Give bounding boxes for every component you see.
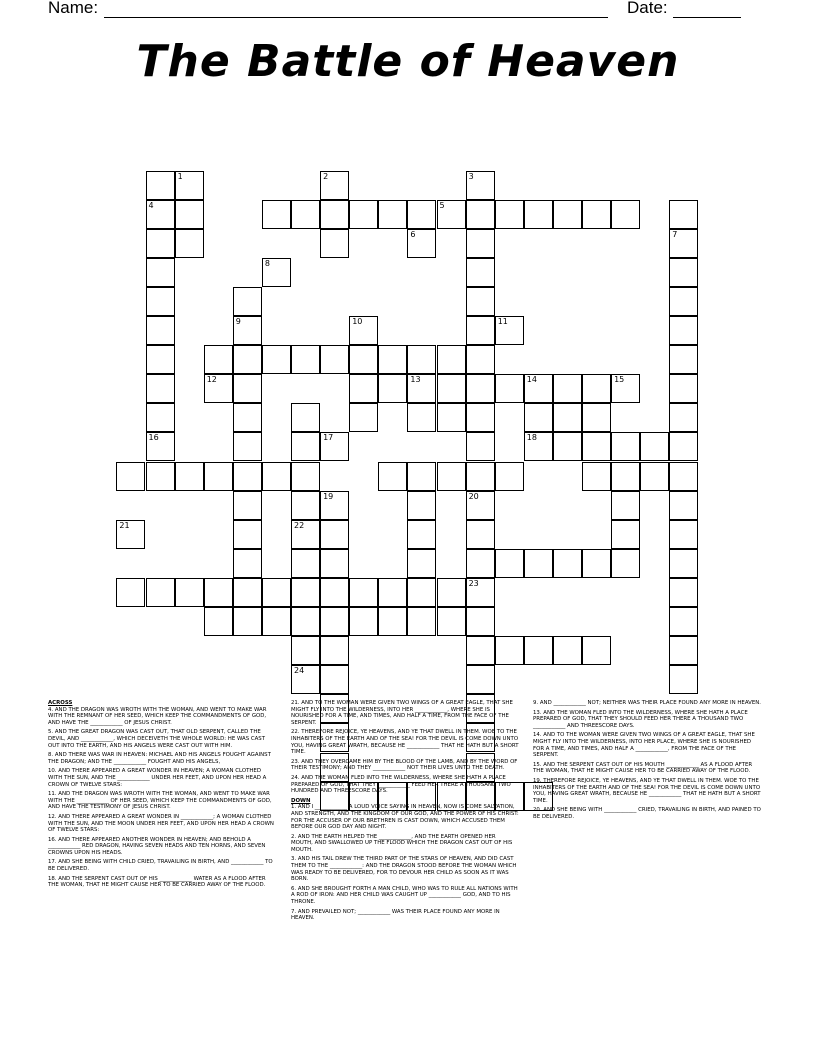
crossword-cell[interactable] <box>116 462 145 491</box>
clue-text: 5. AND THE GREAT DRAGON WAS CAST OUT, THAT OLD SERPENT, CALLED THE DEVIL, AND ____________, WHICH DECEIVETH THE WHOLE WORLD: HE WAS CAST OUT INTO THE EARTH, AND HIS ANGELS WERE CAST OUT WITH HIM. <box>48 729 266 749</box>
clue-number: 22 <box>294 520 305 530</box>
clue-section-heading: DOWN <box>291 797 311 804</box>
crossword-cell[interactable] <box>640 432 669 461</box>
crossword-cell[interactable] <box>233 462 262 491</box>
clue-text: 10. AND THERE APPEARED A GREAT WONDER IN HEAVEN; A WOMAN CLOTHED WITH THE SUN, AND THE ____________ UNDER HER FEET, AND UPON HER HEAD A CROWN OF TWELVE STARS: <box>48 768 267 788</box>
crossword-cell[interactable] <box>466 462 495 491</box>
crossword-cell[interactable] <box>582 374 611 403</box>
crossword-cell[interactable] <box>262 607 291 636</box>
crossword-cell[interactable] <box>669 287 698 316</box>
crossword-cell[interactable] <box>669 462 698 491</box>
crossword-cell[interactable] <box>524 549 553 578</box>
crossword-cell[interactable] <box>262 578 291 607</box>
clue-number: 18 <box>526 433 537 443</box>
crossword-cell[interactable] <box>233 316 262 345</box>
crossword-cell[interactable] <box>669 316 698 345</box>
crossword-cell[interactable] <box>349 316 378 345</box>
crossword-cell[interactable] <box>437 578 466 607</box>
crossword-cell[interactable] <box>233 491 262 520</box>
clue-text: 23. AND THEY OVERCAME HIM BY THE BLOOD OF THE LAMB, AND BY THE WORD OF THEIR TESTIMONY; AND THEY ____________ NOT THEIR LIVES UNTO THE DEATH. <box>291 758 518 772</box>
crossword-cell[interactable] <box>582 403 611 432</box>
crossword-cell[interactable] <box>582 636 611 665</box>
crossword-cell[interactable] <box>262 200 291 229</box>
crossword-cell[interactable] <box>669 229 698 258</box>
crossword-cell[interactable] <box>116 578 145 607</box>
crossword-cell[interactable] <box>146 258 175 287</box>
crossword-cell[interactable] <box>407 403 436 432</box>
clue-number: 23 <box>468 578 479 588</box>
clues-column-1 <box>48 700 276 892</box>
crossword-cell[interactable] <box>669 636 698 665</box>
crossword-cell[interactable] <box>553 374 582 403</box>
clue-text: 7. AND PREVAILED NOT; ____________ WAS THEIR PLACE FOUND ANY MORE IN HEAVEN. <box>291 908 500 922</box>
crossword-cell[interactable] <box>320 345 349 374</box>
crossword-cell[interactable] <box>437 200 466 229</box>
clue-text: 6. AND SHE BROUGHT FORTH A MAN CHILD, WHO WAS TO RULE ALL NATIONS WITH A ROD OF IRON: AND HER CHILD WAS CAUGHT UP ____________ GOD, AND TO HIS THRONE. <box>291 885 518 906</box>
crossword-cell[interactable] <box>175 200 204 229</box>
crossword-cell[interactable] <box>495 374 524 403</box>
crossword-cell[interactable] <box>466 258 495 287</box>
clue-number: 4 <box>148 200 154 210</box>
clue-number: 14 <box>526 375 537 385</box>
crossword-cell[interactable] <box>524 374 553 403</box>
clue-text: 19. THEREFORE REJOICE, YE HEAVENS, AND YE THAT DWELL IN THEM. WOE TO THE INHABITERS OF THE EARTH AND OF THE SEA! FOR THE DEVIL IS COME DOWN UNTO YOU, HAVING GREAT WRATH, BECAUSE HE ____________ THAT HE HATH BUT A SHORT TIME. <box>533 777 761 804</box>
crossword-cell[interactable] <box>437 345 466 374</box>
crossword-cell[interactable] <box>553 200 582 229</box>
crossword-cell[interactable] <box>640 462 669 491</box>
clues-column-2 <box>291 700 519 925</box>
crossword-cell[interactable] <box>175 171 204 200</box>
clue-text: 22. THEREFORE REJOICE, YE HEAVENS, AND YE THAT DWELL IN THEM. WOE TO THE INHABITERS OF THE EARTH AND OF THE SEA! FOR THE DEVIL IS COME DOWN UNTO YOU, HAVING GREAT WRATH, BECAUSE HE ____________ THAT HE HATH BUT A SHORT TIME. <box>291 729 519 756</box>
crossword-cell[interactable] <box>349 374 378 403</box>
crossword-cell[interactable] <box>466 636 495 665</box>
crossword-cell[interactable] <box>669 258 698 287</box>
clue-text: 9. AND ____________ NOT; NEITHER WAS THEIR PLACE FOUND ANY MORE IN HEAVEN. <box>533 700 761 706</box>
clue-text: 4. AND THE DRAGON WAS WROTH WITH THE WOMAN, AND WENT TO MAKE WAR WITH THE REMNANT OF HER SEED, WHICH KEEP THE COMMANDMENTS OF GOD, AND HAVE THE ____________ OF JESUS CHRIST. <box>48 706 267 726</box>
crossword-cell[interactable] <box>233 345 262 374</box>
crossword-cell[interactable] <box>146 229 175 258</box>
crossword-cell[interactable] <box>495 462 524 491</box>
crossword-cell[interactable] <box>320 200 349 229</box>
clue-number: 9 <box>235 317 241 326</box>
crossword-cell[interactable] <box>378 374 407 403</box>
clue-number: 17 <box>323 433 334 443</box>
crossword-cell[interactable] <box>524 432 553 461</box>
crossword-cell[interactable] <box>669 345 698 374</box>
clue-number: 16 <box>148 433 159 443</box>
crossword-cell[interactable] <box>437 462 466 491</box>
crossword-cell[interactable] <box>495 636 524 665</box>
crossword-cell[interactable] <box>291 432 320 461</box>
crossword-cell[interactable] <box>291 520 320 549</box>
crossword-cell[interactable] <box>669 607 698 636</box>
crossword-cell[interactable] <box>291 549 320 578</box>
crossword-cell[interactable] <box>320 171 349 200</box>
clue-number: 15 <box>614 375 625 385</box>
clue-text: 3. AND HIS TAIL DREW THE THIRD PART OF THE STARS OF HEAVEN, AND DID CAST THEM TO THE ____________: AND THE DRAGON STOOD BEFORE THE WOMAN WHICH WAS READY TO BE DELIVERED, FOR TO DEVOUR HER CHILD AS SOON AS IT WAS BORN. <box>291 856 517 883</box>
crossword-cell[interactable] <box>407 462 436 491</box>
crossword-cell[interactable] <box>146 287 175 316</box>
crossword-cell[interactable] <box>146 316 175 345</box>
page-title: The Battle of Heaven <box>136 36 680 87</box>
clue-text: 21. AND TO THE WOMAN WERE GIVEN TWO WINGS OF A GREAT EAGLE, THAT SHE MIGHT FLY INTO THE WILDERNESS, INTO HER ____________, WHERE SHE IS NOURISHED FOR A TIME, AND TIMES, AND HALF A TIME, FROM THE FACE OF THE SERPENT. <box>291 700 513 726</box>
clue-number: 13 <box>410 375 421 385</box>
crossword-cell[interactable] <box>466 491 495 520</box>
crossword-cell[interactable] <box>553 636 582 665</box>
crossword-cell[interactable] <box>407 229 436 258</box>
clue-number: 7 <box>672 229 678 239</box>
crossword-cell[interactable] <box>582 549 611 578</box>
crossword-cell[interactable] <box>320 636 349 665</box>
crossword-cell[interactable] <box>466 171 495 200</box>
crossword-cell[interactable] <box>669 549 698 578</box>
crossword-cell[interactable] <box>524 636 553 665</box>
crossword-cell[interactable] <box>175 229 204 258</box>
clue-number: 1 <box>177 171 183 181</box>
crossword-cell[interactable] <box>146 403 175 432</box>
clue-number: 11 <box>497 317 508 326</box>
crossword-cell[interactable] <box>524 200 553 229</box>
crossword-cell[interactable] <box>233 403 262 432</box>
crossword-cell[interactable] <box>146 200 175 229</box>
crossword-cell[interactable] <box>466 578 495 607</box>
crossword-cell[interactable] <box>262 345 291 374</box>
crossword-cell[interactable] <box>495 316 524 345</box>
crossword-cell[interactable] <box>611 462 640 491</box>
name-label: Name: <box>48 0 99 17</box>
crossword-cell[interactable] <box>669 200 698 229</box>
crossword-cell[interactable] <box>320 578 349 607</box>
clue-text: 12. AND THERE APPEARED A GREAT WONDER IN ____________; A WOMAN CLOTHED WITH THE SUN, AND THE MOON UNDER HER FEET, AND UPON HER HEAD A CROWN OF TWELVE STARS: <box>48 813 274 834</box>
crossword-cell[interactable] <box>291 607 320 636</box>
crossword-cell[interactable] <box>466 432 495 461</box>
crossword-cell[interactable] <box>291 665 320 694</box>
crossword-cell[interactable] <box>349 578 378 607</box>
clue-text: 1. AND I ____________ A LOUD VOICE SAYING IN HEAVEN, NOW IS COME SALVATION, AND STRENGTH, AND THE KINGDOM OF OUR GOD, AND THE POWER OF HIS CHRIST: FOR THE ACCUSER OF OUR BRETHREN IS CAST DOWN, WHICH ACCUSED THEM BEFORE OUR GOD DAY AND NIGHT. <box>291 804 519 831</box>
crossword-cell[interactable] <box>669 578 698 607</box>
crossword-cell[interactable] <box>175 578 204 607</box>
crossword-cell[interactable] <box>233 607 262 636</box>
crossword-cell[interactable] <box>582 200 611 229</box>
clue-number: 24 <box>294 666 305 676</box>
clue-number: 10 <box>352 317 363 326</box>
crossword-cell[interactable] <box>146 462 175 491</box>
clue-text: 15. AND THE SERPENT CAST OUT OF HIS MOUTH ____________ AS A FLOOD AFTER THE WOMAN, THAT HE MIGHT CAUSE HER TO BE CARRIED AWAY OF THE FLOOD. <box>533 761 753 775</box>
clue-number: 5 <box>439 200 445 210</box>
crossword-cell[interactable] <box>204 345 233 374</box>
clue-number: 6 <box>410 229 416 239</box>
clue-text: 24. AND THE WOMAN FLED INTO THE WILDERNESS, WHERE SHE HATH A PLACE PREPARED OF GOD, THAT THEY ____________ FEED HER THERE A THOUSAND TWO HUNDRED AND THREESCORE DAYS. <box>291 774 511 795</box>
crossword-cell[interactable] <box>146 345 175 374</box>
crossword-cell[interactable] <box>437 374 466 403</box>
crossword-cell[interactable] <box>291 578 320 607</box>
crossword-cell[interactable] <box>204 578 233 607</box>
crossword-cell[interactable] <box>466 374 495 403</box>
crossword-cell[interactable] <box>291 491 320 520</box>
crossword-cell[interactable] <box>146 171 175 200</box>
clue-text: 8. AND THERE WAS WAR IN HEAVEN: MICHAEL AND HIS ANGELS FOUGHT AGAINST THE DRAGON; AND THE ____________ FOUGHT AND HIS ANGELS, <box>48 752 271 765</box>
crossword-cell[interactable] <box>553 432 582 461</box>
crossword-cell[interactable] <box>524 403 553 432</box>
crossword-cell[interactable] <box>611 549 640 578</box>
crossword-cell[interactable] <box>320 491 349 520</box>
crossword-cell[interactable] <box>349 607 378 636</box>
clues-column-3 <box>533 700 761 824</box>
crossword-cell[interactable] <box>233 287 262 316</box>
crossword-cell[interactable] <box>349 200 378 229</box>
crossword-cell[interactable] <box>204 374 233 403</box>
crossword-cell[interactable] <box>407 520 436 549</box>
clue-number: 21 <box>119 520 130 530</box>
crossword-cell[interactable] <box>233 578 262 607</box>
crossword-cell[interactable] <box>611 491 640 520</box>
crossword-cell[interactable] <box>146 432 175 461</box>
crossword-cell[interactable] <box>437 403 466 432</box>
crossword-cell[interactable] <box>378 345 407 374</box>
crossword-cell[interactable] <box>204 607 233 636</box>
crossword-cell[interactable] <box>378 578 407 607</box>
crossword-cell[interactable] <box>291 462 320 491</box>
clue-number: 2 <box>323 171 329 181</box>
clue-text: 14. AND TO THE WOMAN WERE GIVEN TWO WINGS OF A GREAT EAGLE, THAT SHE MIGHT FLY INTO THE WILDERNESS, INTO HER PLACE, WHERE SHE IS NOURISHED FOR A TIME, AND TIMES, AND HALF A ____________, FROM THE FACE OF THE SERPENT. <box>533 732 755 759</box>
crossword-cell[interactable] <box>320 432 349 461</box>
crossword-cell[interactable] <box>495 549 524 578</box>
crossword-cell[interactable] <box>320 520 349 549</box>
clue-text: 17. AND SHE BEING WITH CHILD CRIED, TRAVAILING IN BIRTH, AND ____________ TO BE DELIVERED. <box>48 859 273 873</box>
crossword-cell[interactable] <box>262 258 291 287</box>
crossword-cell[interactable] <box>378 200 407 229</box>
clue-text: 20. AND SHE BEING WITH ____________ CRIED, TRAVAILING IN BIRTH, AND PAINED TO BE DELIVERED. <box>533 807 761 820</box>
crossword-cell[interactable] <box>407 607 436 636</box>
crossword-cell[interactable] <box>407 549 436 578</box>
crossword-cell[interactable] <box>611 432 640 461</box>
crossword-cell[interactable] <box>466 520 495 549</box>
crossword-cell[interactable] <box>611 200 640 229</box>
crossword-cell[interactable] <box>116 520 145 549</box>
crossword-cell[interactable] <box>407 345 436 374</box>
crossword-cell[interactable] <box>378 607 407 636</box>
crossword-cell[interactable] <box>669 374 698 403</box>
clue-text: 13. AND THE WOMAN FLED INTO THE WILDERNESS, WHERE SHE HATH A PLACE PREPARED OF GOD, THAT THEY SHOULD FEED HER THERE A THOUSAND TWO ____________ AND THREESCORE DAYS. <box>533 709 748 729</box>
clue-number: 12 <box>206 375 217 385</box>
crossword-cell[interactable] <box>553 549 582 578</box>
date-label: Date: <box>627 0 668 17</box>
clue-text: 16. AND THERE APPEARED ANOTHER WONDER IN HEAVEN; AND BEHOLD A ____________ RED DRAGON, HAVING SEVEN HEADS AND TEN HORNS, AND SEVEN CROWNS UPON HIS HEADS. <box>48 836 266 856</box>
clue-text: 18. AND THE SERPENT CAST OUT OF HIS ____________ WATER AS A FLOOD AFTER THE WOMAN, THAT HE MIGHT CAUSE HER TO BE CARRIED AWAY OF THE FLOOD. <box>48 875 266 889</box>
crossword-cell[interactable] <box>320 607 349 636</box>
crossword-cell[interactable] <box>582 432 611 461</box>
crossword-cell[interactable] <box>669 403 698 432</box>
crossword-cell[interactable] <box>407 200 436 229</box>
crossword-cell[interactable] <box>466 316 495 345</box>
clue-text: 2. AND THE EARTH HELPED THE ____________, AND THE EARTH OPENED HER MOUTH, AND SWALLOWED UP THE FLOOD WHICH THE DRAGON CAST OUT OF HIS MOUTH. <box>291 833 513 853</box>
crossword-cell[interactable] <box>553 403 582 432</box>
crossword-cell[interactable] <box>291 345 320 374</box>
crossword-cell[interactable] <box>669 665 698 694</box>
crossword-cell[interactable] <box>291 403 320 432</box>
crossword-cell[interactable] <box>437 607 466 636</box>
crossword-cell[interactable] <box>669 432 698 461</box>
clue-number: 8 <box>264 258 270 268</box>
crossword-cell[interactable] <box>262 462 291 491</box>
crossword-cell[interactable] <box>291 200 320 229</box>
crossword-cell[interactable] <box>669 491 698 520</box>
crossword-cell[interactable] <box>466 345 495 374</box>
crossword-cell[interactable] <box>233 432 262 461</box>
crossword-cell[interactable] <box>582 462 611 491</box>
crossword-cell[interactable] <box>349 403 378 432</box>
crossword-cell[interactable] <box>611 520 640 549</box>
crossword-cell[interactable] <box>291 636 320 665</box>
crossword-cell[interactable] <box>407 491 436 520</box>
crossword-cell[interactable] <box>407 578 436 607</box>
crossword-cell[interactable] <box>349 345 378 374</box>
crossword-cell[interactable] <box>669 520 698 549</box>
crossword-cell[interactable] <box>466 200 495 229</box>
crossword-cell[interactable] <box>466 549 495 578</box>
clue-text: 11. AND THE DRAGON WAS WROTH WITH THE WOMAN, AND WENT TO MAKE WAR WITH THE ____________ OF HER SEED, WHICH KEEP THE COMMANDMENTS OF GOD, AND HAVE THE TESTIMONY OF JESUS CHRIST. <box>48 791 272 811</box>
crossword-cell[interactable] <box>146 578 175 607</box>
crossword-cell[interactable] <box>466 665 495 694</box>
crossword-cell[interactable] <box>320 229 349 258</box>
crossword-cell[interactable] <box>233 549 262 578</box>
crossword-cell[interactable] <box>320 665 349 694</box>
crossword-cell[interactable] <box>320 549 349 578</box>
crossword-cell[interactable] <box>378 462 407 491</box>
crossword-cell[interactable] <box>233 374 262 403</box>
crossword-cell[interactable] <box>611 374 640 403</box>
clue-number: 3 <box>468 171 474 181</box>
clue-number: 20 <box>468 491 479 501</box>
clue-number: 19 <box>323 491 334 501</box>
crossword-cell[interactable] <box>466 229 495 258</box>
crossword-cell[interactable] <box>495 200 524 229</box>
crossword-cell[interactable] <box>146 374 175 403</box>
clue-section-heading: ACROSS <box>48 700 73 706</box>
crossword-cell[interactable] <box>204 462 233 491</box>
crossword-cell[interactable] <box>466 607 495 636</box>
crossword-cell[interactable] <box>466 403 495 432</box>
crossword-cell[interactable] <box>466 287 495 316</box>
crossword-cell[interactable] <box>233 520 262 549</box>
crossword-cell[interactable] <box>175 462 204 491</box>
crossword-cell[interactable] <box>407 374 436 403</box>
